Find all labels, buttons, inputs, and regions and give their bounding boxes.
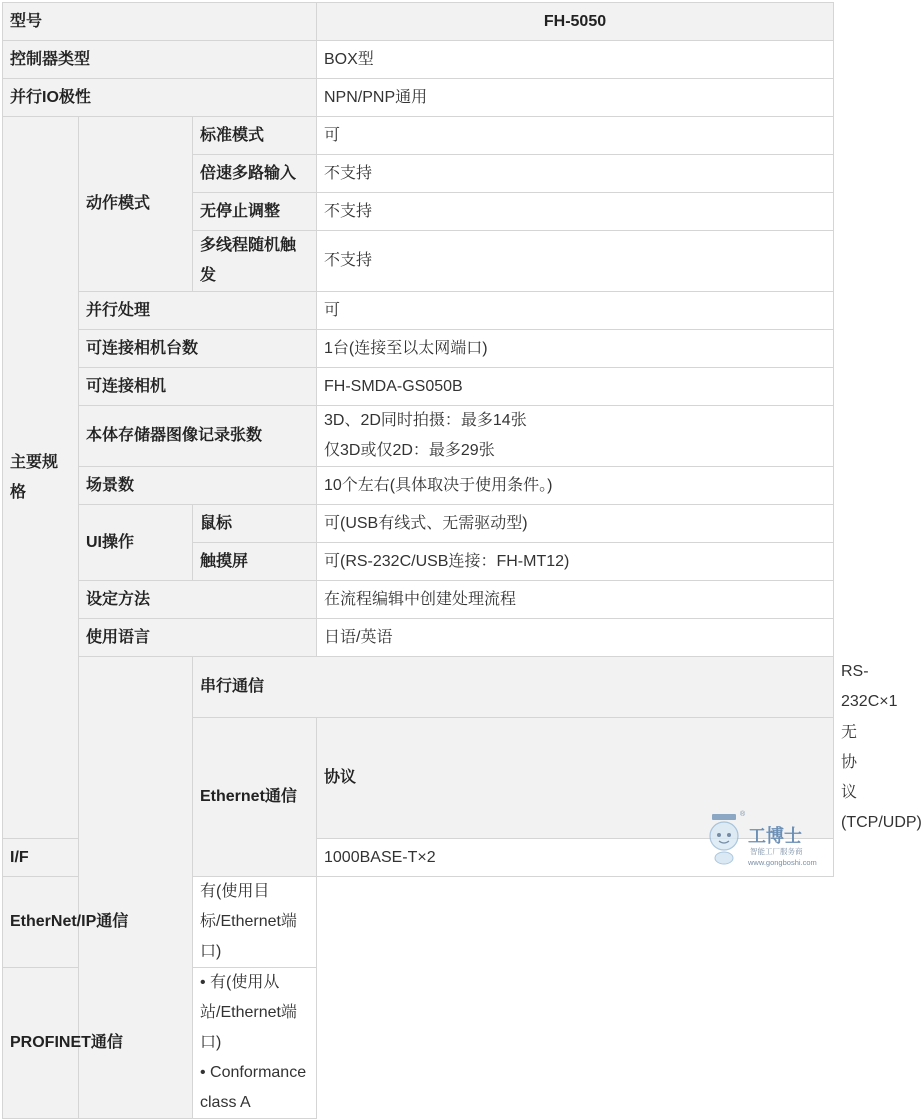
image-storage-line-1: 3D、2D同时拍摄：最多14张	[324, 412, 527, 429]
serial-comm-label: 串行通信	[193, 657, 834, 718]
mode-standard-value: 可	[317, 117, 834, 155]
ethernet-ip-label: EtherNet/IP通信	[3, 877, 193, 968]
language-value: 日语/英语	[317, 619, 834, 657]
profinet-label: PROFINET通信	[3, 968, 193, 1119]
table-row: Ethernet通信 协议 无协议(TCP/UDP)	[3, 718, 834, 839]
camera-model-label: 可连接相机	[79, 368, 317, 406]
table-row: 串行通信 RS-232C×1	[3, 657, 834, 718]
profinet-line-2: • Conformance class A	[200, 1064, 307, 1111]
language-label: 使用语言	[79, 619, 317, 657]
spec-table	[2, 2, 922, 1119]
image-storage-label: 本体存储器图像记录张数	[79, 406, 317, 467]
table-row	[3, 968, 834, 1119]
camera-count-label: 可连接相机台数	[79, 330, 317, 368]
profinet-line-1: • 有(使用从站/Ethernet端口)	[200, 974, 297, 1051]
mode-nonstop-value: 不支持	[317, 193, 834, 231]
touch-value: 可(RS-232C/USB连接：FH-MT12)	[317, 543, 834, 581]
model-name: FH-5050	[317, 3, 834, 41]
mouse-label: 鼠标	[193, 505, 317, 543]
header-label: 型号	[3, 3, 317, 41]
table-row	[3, 406, 834, 467]
controller-type-value: BOX型	[317, 41, 834, 79]
mode-multi-input-label: 倍速多路输入	[193, 155, 317, 193]
mode-nonstop-label: 无停止调整	[193, 193, 317, 231]
setting-method-label: 设定方法	[79, 581, 317, 619]
table-row	[3, 117, 834, 155]
table-row	[3, 877, 834, 968]
mode-multi-input-value: 不支持	[317, 155, 834, 193]
table-row	[3, 581, 834, 619]
mode-random-trigger-label: 多线程随机触发	[193, 231, 317, 292]
table-row	[3, 505, 834, 543]
watermark-url: www.gongboshi.com	[748, 858, 817, 867]
controller-type-label: 控制器类型	[3, 41, 317, 79]
ui-operation-label: UI操作	[79, 505, 193, 581]
main-spec-label: 主要规格	[3, 117, 79, 839]
protocol-label: 协议	[317, 718, 834, 839]
mode-standard-label: 标准模式	[193, 117, 317, 155]
watermark-tagline: 智能工厂服务商	[750, 847, 803, 856]
parallel-io-label: 并行IO极性	[3, 79, 317, 117]
mode-random-trigger-value: 不支持	[317, 231, 834, 292]
table-row	[3, 41, 834, 79]
parallel-processing-value: 可	[317, 292, 834, 330]
operation-mode-label: 动作模式	[79, 117, 193, 292]
table-row	[3, 292, 834, 330]
scene-count-label: 场景数	[79, 467, 317, 505]
interface-value: 1000BASE-T×2	[317, 839, 834, 877]
watermark-name: 工博士	[748, 826, 802, 847]
touch-label: 触摸屏	[193, 543, 317, 581]
image-storage-value	[317, 406, 834, 467]
registered-mark: ®	[740, 811, 746, 818]
image-storage-line-2: 仅3D或仅2D：最多29张	[324, 442, 495, 459]
table-row-header	[3, 3, 834, 41]
parallel-io-value: NPN/PNP通用	[317, 79, 834, 117]
setting-method-value: 在流程编辑中创建处理流程	[317, 581, 834, 619]
scene-count-value: 10个左右(具体取决于使用条件。)	[317, 467, 834, 505]
table-row	[3, 330, 834, 368]
interface-label: I/F	[3, 839, 79, 877]
ethernet-comm-label: Ethernet通信	[193, 718, 317, 877]
table-row	[3, 368, 834, 406]
mouse-value: 可(USB有线式、无需驱动型)	[317, 505, 834, 543]
profinet-value	[193, 968, 317, 1119]
camera-count-value: 1台(连接至以太网端口)	[317, 330, 834, 368]
ethernet-ip-value: 有(使用目标/Ethernet端口)	[193, 877, 317, 968]
table-row	[3, 619, 834, 657]
table-row	[3, 467, 834, 505]
camera-model-value: FH-SMDA-GS050B	[317, 368, 834, 406]
table-row	[3, 79, 834, 117]
parallel-processing-label: 并行处理	[79, 292, 317, 330]
